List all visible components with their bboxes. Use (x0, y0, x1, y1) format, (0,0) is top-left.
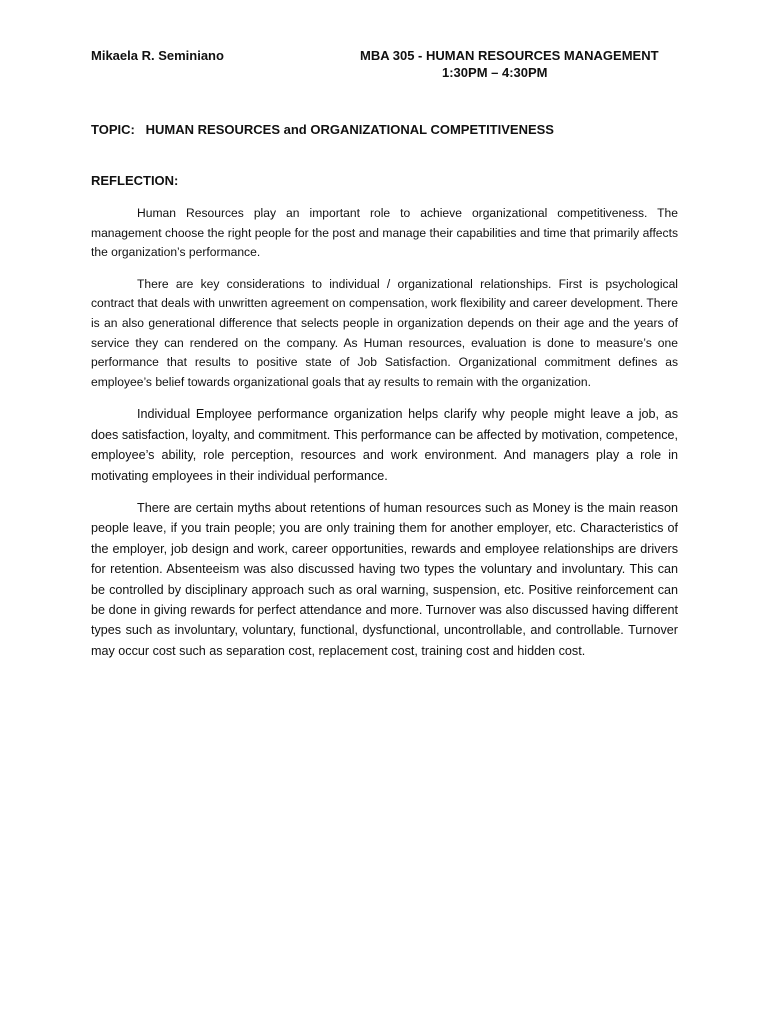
author-name: Mikaela R. Seminiano (91, 48, 224, 63)
reflection-body (91, 204, 678, 673)
paragraph: Human Resources play an important role to achieve organizational competitiveness. The management choose the right people for the post and manage their capabilities and time that primarily affects the organization’s performance. (91, 206, 678, 260)
section-heading: REFLECTION: (91, 173, 179, 188)
topic-line: TOPIC: HUMAN RESOURCES and ORGANIZATIONAL COMPETITIVENESS (91, 122, 554, 137)
paragraph: Individual Employee performance organization helps clarify why people might leave a job, as does satisfaction, loyalty, and commitment. This performance can be affected by motivation, competence, employee’s ability, role perception, resources and work environment. And managers play a role in motivating employees in their individual performance. (91, 407, 678, 483)
class-time: 1:30PM – 4:30PM (442, 65, 548, 80)
course-title: MBA 305 - HUMAN RESOURCES MANAGEMENT (360, 48, 659, 63)
paragraph: There are certain myths about retentions of human resources such as Money is the main reason people leave, if you train people; you are only training them for another employer, etc. Characteristics of the employer, job design and work, career opportunities, rewards and employee relationships are drivers for retention. Absenteeism was also discussed having two types the voluntary and involuntary. This can be controlled by disciplinary approach such as oral warning, suspension, etc. Positive reinforcement can be done in giving rewards for perfect attendance and more. Turnover was also discussed having different types such as involuntary, voluntary, functional, dysfunctional, uncontrollable, and controllable. Turnover may occur cost such as separation cost, replacement cost, training cost and hidden cost. (91, 500, 678, 658)
paragraph: There are key considerations to individual / organizational relationships. First is psychological contract that deals with unwritten agreement on compensation, work flexibility and career development. There is an also generational difference that selects people in organization depends on their age and the years of service they can rendered on the company. As Human resources, evaluation is done to measure’s one performance that results to positive state of Job Satisfaction. Organizational commitment defines as employee’s belief towards organizational goals that ay results to remain with the organization. (91, 276, 678, 389)
course-header (360, 48, 660, 80)
